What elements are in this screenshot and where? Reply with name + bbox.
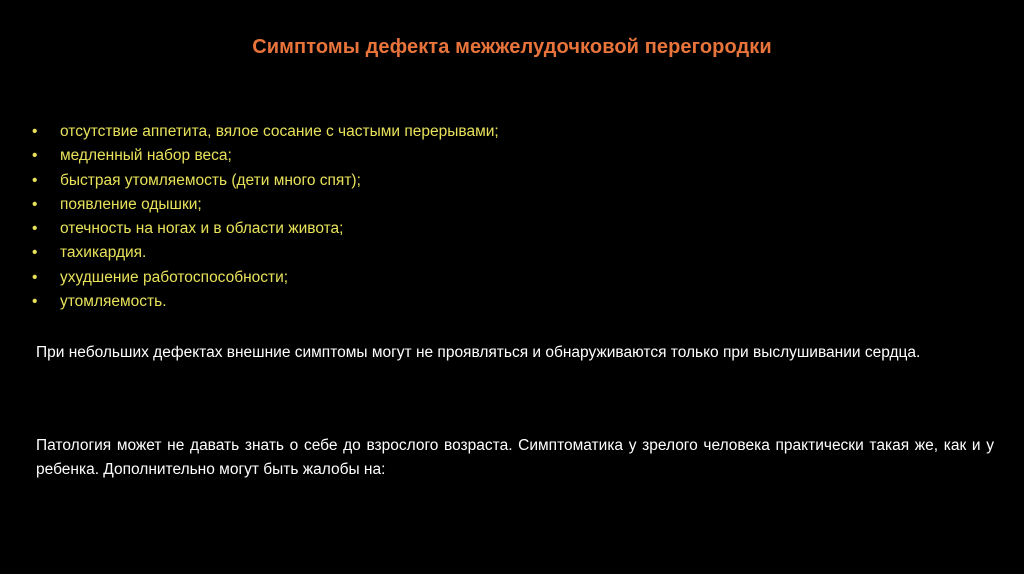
bullet-icon: • bbox=[32, 268, 38, 286]
bullet-icon: • bbox=[32, 123, 38, 140]
list-item bbox=[32, 266, 972, 290]
bullet-icon: • bbox=[32, 220, 38, 238]
list-item-text: медленный набор веса; bbox=[60, 147, 232, 165]
bullet-icon: • bbox=[32, 195, 38, 213]
list-item bbox=[32, 241, 972, 265]
list-item-text: отсутствие аппетита, вялое сосание с частыми перерывами; bbox=[60, 123, 499, 140]
bullet-icon: • bbox=[32, 147, 38, 165]
list-item-text: утомляемость. bbox=[60, 293, 167, 311]
slide-title: Симптомы дефекта межжелудочковой перегородки bbox=[252, 36, 772, 58]
list-item bbox=[32, 290, 972, 314]
list-item bbox=[32, 120, 972, 144]
list-item bbox=[32, 193, 972, 217]
list-item-text: тахикардия. bbox=[60, 244, 147, 262]
list-item-text: отечность на ногах и в области живота; bbox=[60, 220, 344, 238]
list-item-text: появление одышки; bbox=[60, 195, 202, 213]
paragraph-small-defects: При небольших дефектах внешние симптомы могут не проявляться и обнаруживаются только при выслушивании сердца. bbox=[36, 343, 921, 361]
list-item bbox=[32, 169, 972, 193]
bullet-icon: • bbox=[32, 293, 38, 311]
list-item-text: ухудшение работоспособности; bbox=[60, 268, 289, 286]
list-item-text: быстрая утомляемость (дети много спят); bbox=[60, 171, 361, 189]
paragraph-adult-pathology: Патология может не давать знать о себе до взрослого возраста. Симптоматика у зрелого человека практически такая же, как и у ребенка. Дополнительно могут быть жалобы на: bbox=[36, 436, 994, 478]
symptom-list bbox=[32, 120, 972, 314]
bullet-icon: • bbox=[32, 171, 38, 189]
list-item bbox=[32, 217, 972, 241]
bullet-icon: • bbox=[32, 244, 38, 262]
list-item bbox=[32, 144, 972, 168]
